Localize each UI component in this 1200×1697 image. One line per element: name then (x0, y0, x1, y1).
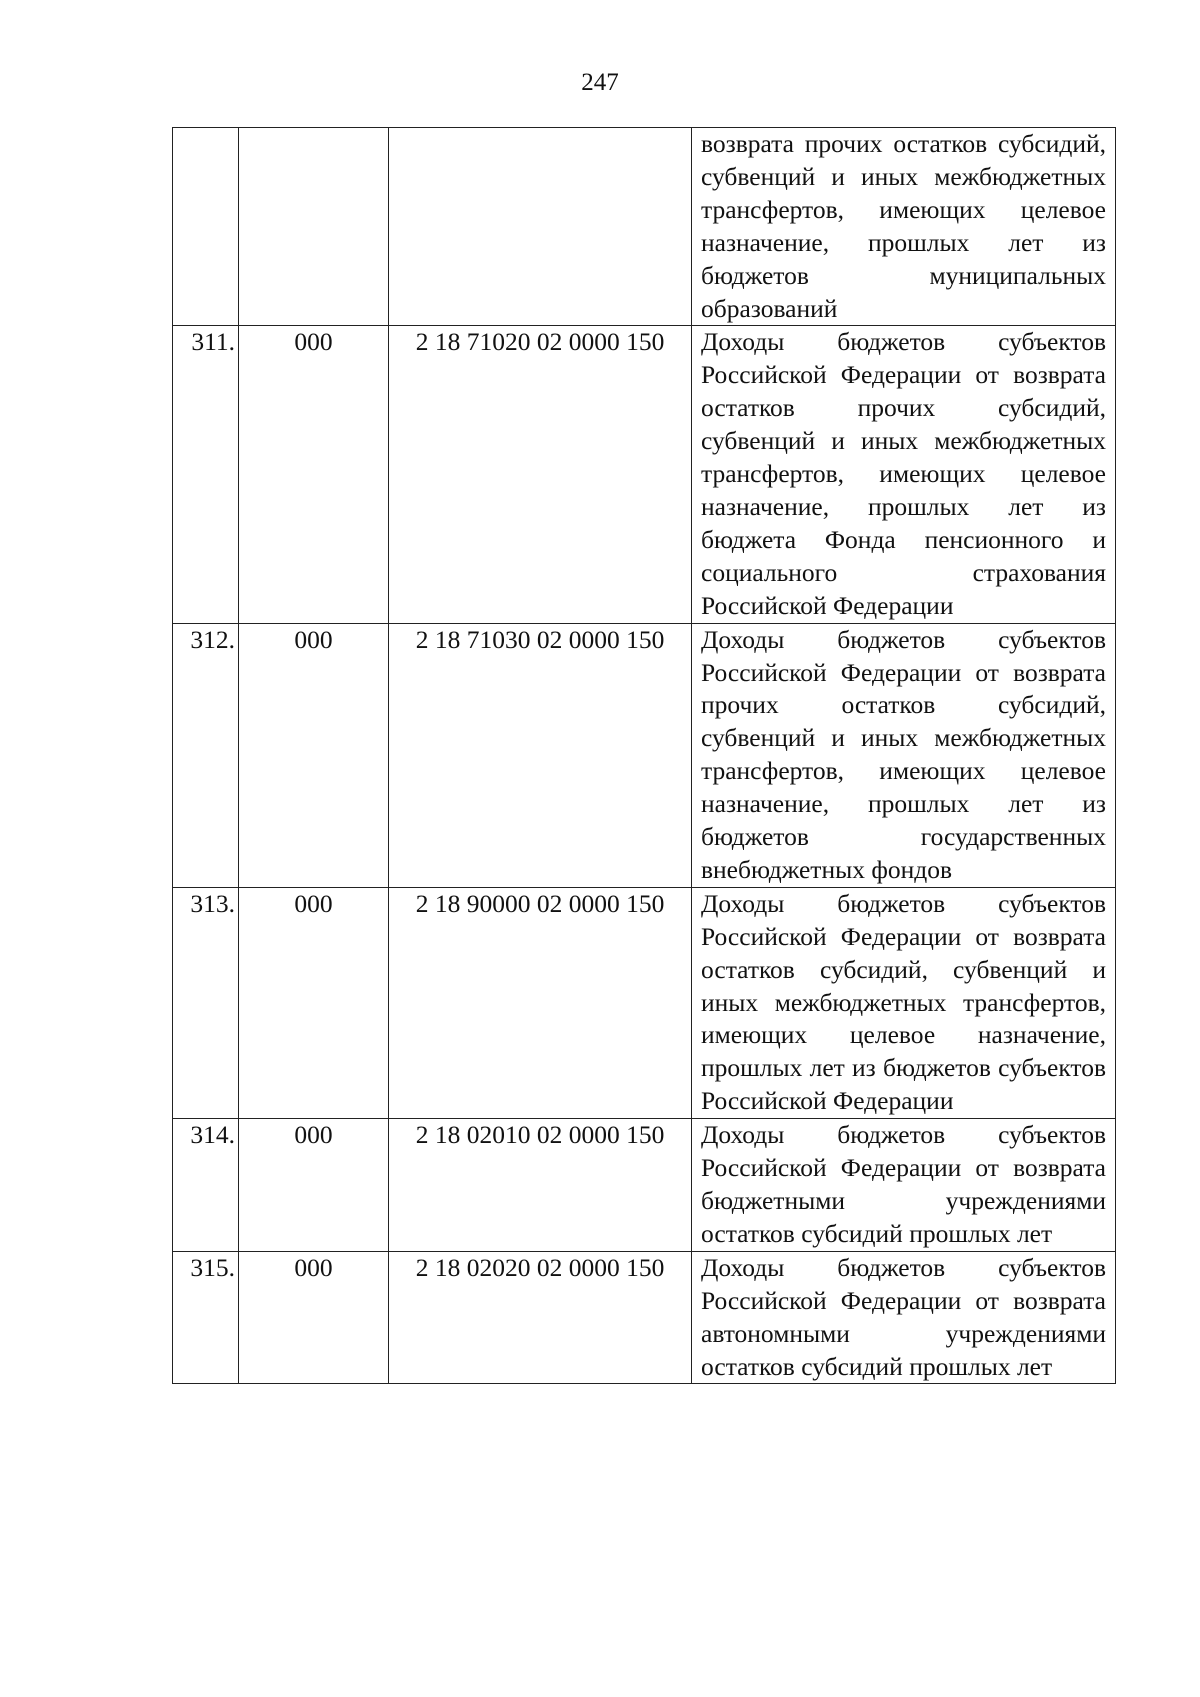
row-number: 315. (173, 1251, 239, 1384)
page-number: 247 (581, 69, 619, 96)
income-description: Доходы бюджетов субъектов Российской Федерации от возврата бюджетными учреждениями остатков субсидий прошлых лет (692, 1119, 1116, 1252)
table-row (173, 887, 1116, 1118)
budget-income-table (172, 127, 1116, 1384)
administrator-code: 000 (239, 326, 389, 623)
budget-classification-code: 2 18 71030 02 0000 150 (389, 623, 692, 887)
table-row (173, 623, 1116, 887)
row-number: 311. (173, 326, 239, 623)
table-row (173, 1251, 1116, 1384)
row-number: 312. (173, 623, 239, 887)
administrator-code: 000 (239, 1251, 389, 1384)
budget-classification-code: 2 18 71020 02 0000 150 (389, 326, 692, 623)
income-description: возврата прочих остатков субсидий, субвенций и иных межбюджетных трансфертов, имеющих целевое назначение, прошлых лет из бюджетов муниципальных образований (692, 128, 1116, 326)
table-row (173, 1119, 1116, 1252)
row-number (173, 128, 239, 326)
income-description: Доходы бюджетов субъектов Российской Федерации от возврата остатков субсидий, субвенций и иных межбюджетных трансфертов, имеющих целевое назначение, прошлых лет из бюджетов субъектов Российской Федерации (692, 887, 1116, 1118)
budget-classification-code (389, 128, 692, 326)
income-description: Доходы бюджетов субъектов Российской Федерации от возврата остатков прочих субсидий, субвенций и иных межбюджетных трансфертов, имеющих целевое назначение, прошлых лет из бюджета Фонда пенсионного и социального страхования Российской Федерации (692, 326, 1116, 623)
administrator-code: 000 (239, 623, 389, 887)
income-description: Доходы бюджетов субъектов Российской Федерации от возврата прочих остатков субсидий, субвенций и иных межбюджетных трансфертов, имеющих целевое назначение, прошлых лет из бюджетов государственных внебюджетных фондов (692, 623, 1116, 887)
row-number: 314. (173, 1119, 239, 1252)
administrator-code (239, 128, 389, 326)
budget-classification-code: 2 18 90000 02 0000 150 (389, 887, 692, 1118)
administrator-code: 000 (239, 887, 389, 1118)
budget-classification-code: 2 18 02010 02 0000 150 (389, 1119, 692, 1252)
table-row (173, 128, 1116, 326)
row-number: 313. (173, 887, 239, 1118)
table-row (173, 326, 1116, 623)
income-description: Доходы бюджетов субъектов Российской Федерации от возврата автономными учреждениями остатков субсидий прошлых лет (692, 1251, 1116, 1384)
administrator-code: 000 (239, 1119, 389, 1252)
budget-classification-code: 2 18 02020 02 0000 150 (389, 1251, 692, 1384)
